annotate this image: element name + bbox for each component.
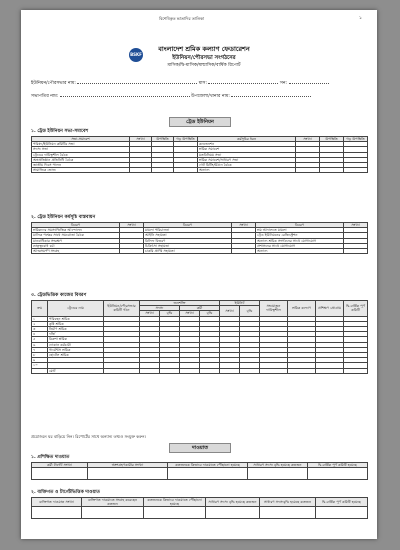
entry-cell[interactable] <box>140 368 160 373</box>
trade-union-bar: ট্রেড ইউনিয়ন <box>169 117 231 127</box>
trained-dawah-table <box>31 462 368 480</box>
program-item: মামলা পরিচালনা <box>144 228 232 233</box>
col-unit-growth: বৃদ্ধি <box>240 306 260 316</box>
serial-cell: ১ <box>32 316 48 321</box>
meetings-table <box>31 136 368 173</box>
programs-table <box>31 222 368 254</box>
program-item: অন্যান্য <box>256 249 344 254</box>
year-label: সন: <box>279 81 288 86</box>
personal-dawah-table <box>31 497 368 519</box>
section-1-title: ১. ট্রেড ইউনিয়ন সভা-সমাবেশ <box>31 129 89 134</box>
report-form-page <box>21 10 377 539</box>
serial-cell: ৯ <box>32 358 48 363</box>
serial-cell: ৮ <box>32 353 48 358</box>
meetings-header-7: গড় উপস্থিতি <box>344 137 368 142</box>
col-trade-name: ট্রেডের নাম <box>48 301 104 317</box>
personal-dawah-header <box>32 498 368 507</box>
meetings-header-3: গড় উপস্থিতি <box>174 137 198 142</box>
meeting-type: ট্রেডের দায়িত্বশীল বৈঠক <box>32 152 130 157</box>
month-field[interactable] <box>208 83 278 84</box>
entry-cell[interactable] <box>160 368 180 373</box>
meetings-header-2: উপস্থিতি <box>152 137 174 142</box>
program-item: মালিক পক্ষের সাথে সমঝোতা বৈঠক <box>32 233 120 238</box>
program-type: গেট মিটিং/উঠান বৈঠক <box>198 163 296 168</box>
entry-cell[interactable] <box>316 368 344 373</box>
month-label: মাস: <box>198 81 208 86</box>
section-4-title: ১. প্রশিক্ষিত দাওয়াত <box>31 455 70 460</box>
year-field[interactable] <box>289 83 329 84</box>
program-item: ট্রেড ইউনিয়নের রেজিস্ট্রেশন <box>256 233 344 238</box>
sub-title: ইউনিয়ন/পৌরসভা সংগঠনের <box>172 55 236 61</box>
program-item: শ্রম আদালতে মামলা <box>256 228 344 233</box>
col-worker-count: সংখ্যা <box>180 311 200 316</box>
fields-row-1 <box>31 81 371 86</box>
entry-cell[interactable] <box>240 368 260 373</box>
entry-cell[interactable] <box>174 168 198 173</box>
serial-cell: ৭ <box>32 347 48 352</box>
trade-name-cell: নির্মাণ শ্রমিক <box>48 327 104 332</box>
serial-cell: ১০ <box>32 363 48 368</box>
programs-header-2: বিবরণ <box>144 223 232 228</box>
fields-row-2 <box>31 94 371 99</box>
programs-header-4: বিবরণ <box>256 223 344 228</box>
col-responsible: সংযোজন দায়িত্বশীল <box>260 301 288 317</box>
trade-work-table <box>31 300 368 374</box>
personal-dawah-header-1: ব্যক্তিগত দাওয়াতে সংগ্রহ করেছেন কতজন <box>82 498 144 507</box>
meetings-header-5: সংখ্যা <box>296 137 320 142</box>
union-field[interactable] <box>77 83 197 84</box>
entry-cell[interactable] <box>104 368 140 373</box>
upazila-field[interactable] <box>231 96 311 97</box>
trade-name-cell: পরিবহন শ্রমিক <box>48 316 104 321</box>
program-item: চাকরি প্রাপ্তি সহায়তা <box>144 249 232 254</box>
trained-dawah-header-1: অংশগ্রহণকারীর সংখ্যা <box>88 463 168 468</box>
trade-name-cell: দর্জি <box>48 332 104 337</box>
program-item: শ্রমিকদের সমস্যাভিত্তিক আন্দোলন <box>32 228 120 233</box>
personal-dawah-header-3: সাধারণ সদস্য বৃদ্ধি হয়েছে কতজন <box>206 498 260 507</box>
serial-cell: ৬ <box>32 342 48 347</box>
col-committee: ইউনিয়ন/পৌরসভার কমিটি গঠন <box>104 301 140 317</box>
trade-name-cell: কৃষি শ্রমিক <box>48 321 104 326</box>
entry-cell[interactable] <box>130 168 152 173</box>
col-welfare: শ্রমিক কল্যাণ <box>288 301 316 317</box>
personal-dawah-header-5: দ্বি-বার্ষিক পূর্ণ কমিটি হয়েছে <box>316 498 368 507</box>
table-row <box>32 168 368 173</box>
trained-dawah-header-3: সাধারণ সদস্য বৃদ্ধি হয়েছে কতজন <box>248 463 308 468</box>
serial-cell: ৪ <box>32 332 48 337</box>
entry-cell[interactable] <box>344 368 368 373</box>
trade-name-cell: মোট <box>48 368 104 373</box>
entry-cell[interactable] <box>344 249 368 254</box>
dawah-bar: দাওয়াত <box>169 443 231 453</box>
entry-cell[interactable] <box>296 168 320 173</box>
col-unit: ইউনিট <box>220 301 260 306</box>
meeting-type: সদস্য সভা <box>32 147 130 152</box>
entry-cell[interactable] <box>220 368 240 373</box>
meeting-type: জাতীয় দিবস পালন <box>32 163 130 168</box>
president-field[interactable] <box>60 96 190 97</box>
program-item: আইনি সহায়তা <box>144 233 232 238</box>
meetings-header-1: সংখ্যা <box>130 137 152 142</box>
page-number: ১ <box>359 16 362 21</box>
trained-dawah-header-2: কতজনকে কিভাবে দাওয়াতে পৌঁছানো হয়েছে <box>168 463 248 468</box>
col-worker: কর্মী <box>180 306 220 311</box>
trained-dawah-header-0: কর্মী টার্গেট সংখ্যা <box>32 463 88 468</box>
entry-cell[interactable] <box>232 249 256 254</box>
meeting-type: সামাজিক ভোজ <box>32 168 130 173</box>
serial-cell: ৫ <box>32 337 48 342</box>
report-title: মাসিক/দ্বি-মাসিক/ষান্মাসিক/বার্ষিক রিপোর্ট <box>167 63 241 68</box>
personal-dawah-header-2: কতজনকে কিভাবে দাওয়াতে পৌঁছানো হয়েছে <box>144 498 206 507</box>
meetings-header-6: উপস্থিতি <box>320 137 344 142</box>
serial-cell <box>32 368 48 373</box>
programs-header-0: বিবরণ <box>32 223 120 228</box>
section-3-title: ৩. ট্রেডভিত্তিক কাজের বিবরণ <box>31 293 87 298</box>
personal-dawah-header-0: ব্যক্তিগত দাওয়াত সংখ্যা <box>32 498 82 507</box>
serial-cell: ৩ <box>32 327 48 332</box>
entry-cell[interactable] <box>344 168 368 173</box>
col-member-growth: বৃদ্ধি <box>160 311 180 316</box>
program-item: আত্মসমর্পণ সংগ্রহ <box>32 249 120 254</box>
table-row <box>32 249 368 254</box>
col-unit-count: সংখ্যা <box>220 306 240 316</box>
meeting-type: অঙ্গপ্রতিষ্ঠান প্রতিনিধি বৈঠক <box>32 157 130 162</box>
trade-name-cell: রিকশা শ্রমিক <box>48 337 104 342</box>
section-2-title: ২. ট্রেড ইউনিয়ন কর্মসূচি বাস্তবায়ন <box>31 215 96 220</box>
entry-cell[interactable] <box>260 368 288 373</box>
trade-name-cell: দোকান কর্মচারী <box>48 342 104 347</box>
entry-cell[interactable] <box>120 249 144 254</box>
programs-header-1: সংখ্যা <box>120 223 144 228</box>
trained-dawah-row[interactable] <box>32 468 368 480</box>
entry-cell[interactable] <box>200 368 220 373</box>
programs-header-3: সংখ্যা <box>232 223 256 228</box>
program-item: প্রশাসনের সাথে যোগাযোগ <box>256 243 344 248</box>
col-serial: ক্রম <box>32 301 48 317</box>
president-label: সভাপতির নাম: <box>31 94 59 99</box>
trade-name-cell: হোটেল শ্রমিক <box>48 353 104 358</box>
col-member: সদস্য <box>140 306 180 311</box>
personal-dawah-header-4: সাধারণ সদস্যবৃদ্ধি হয়েছে কতজন <box>260 498 316 507</box>
program-type: মতবিনিময় সভা <box>198 152 296 157</box>
meetings-header-0: সভা-সমাবেশ <box>32 137 130 142</box>
top-note: বিশেষিকৃত ভাতাদির তালিকা <box>159 16 205 21</box>
trained-dawah-header-4: দ্বি-বার্ষিক পূর্ণ কমিটি হয়েছে <box>308 463 368 468</box>
programs-header-5: সংখ্যা <box>344 223 368 228</box>
program-item: রিলিফ বিতরণ <box>144 238 232 243</box>
program-type: অন্যান্য <box>198 168 296 173</box>
program-type: কনভেনশন <box>198 142 296 147</box>
program-item: মানবাধিকার সংরক্ষণ <box>32 238 120 243</box>
col-biennial: দ্বি-বার্ষিক পূর্ণ কমিটি <box>344 301 368 317</box>
federation-logo: BSKF <box>129 48 143 62</box>
entry-cell[interactable] <box>288 368 316 373</box>
entry-cell[interactable] <box>152 168 174 173</box>
personal-dawah-row[interactable] <box>32 507 368 519</box>
entry-cell[interactable] <box>320 168 344 173</box>
meeting-type: পরিষদ/ইউনিয়ন কমিটির সভা <box>32 142 130 147</box>
meetings-header-4: কর্মসূচির ধরন <box>198 137 296 142</box>
col-training: প্রশিক্ষণ প্রোগ্রাম <box>316 301 344 317</box>
program-type: শ্রমিক সমাবেশ/সাধারণ সভা <box>198 157 296 162</box>
col-member-count: সংখ্যা <box>140 311 160 316</box>
program-item: অন্যান্য শ্রমিক সংগঠনের সাথে যোগাযোগ <box>256 238 344 243</box>
table-row <box>32 368 368 373</box>
program-item: ভ্রাতৃত্ববোধ চর্চা <box>32 243 120 248</box>
trade-name-cell: গার্মেন্টস শ্রমিক <box>48 347 104 352</box>
union-label: ইউনিয়ন/পৌরসভার নাম: <box>31 81 76 86</box>
program-item: চিকিৎসা সহায়তা <box>144 243 232 248</box>
trade-table-footnote: প্রয়োজনে ঘর বাড়িয়ে নিন। রিপোর্টের সাথে অন্যান্য তথ্যও সংযুক্ত করুন। <box>31 434 146 439</box>
entry-cell[interactable] <box>180 368 200 373</box>
col-manpower: জনশক্তি <box>140 301 220 306</box>
program-type: শ্রমিক সমাবেশ <box>198 147 296 152</box>
upazila-label: উপজেলা/থানার নাম: <box>191 94 230 99</box>
section-5-title: ২. ব্যক্তিগত ও টার্গেটভিত্তিক দাওয়াত <box>31 490 100 495</box>
serial-cell: ২ <box>32 321 48 326</box>
org-name: বাংলাদেশ শ্রমিক কল্যাণ ফেডারেশন <box>158 45 250 53</box>
col-worker-growth: বৃদ্ধি <box>200 311 220 316</box>
